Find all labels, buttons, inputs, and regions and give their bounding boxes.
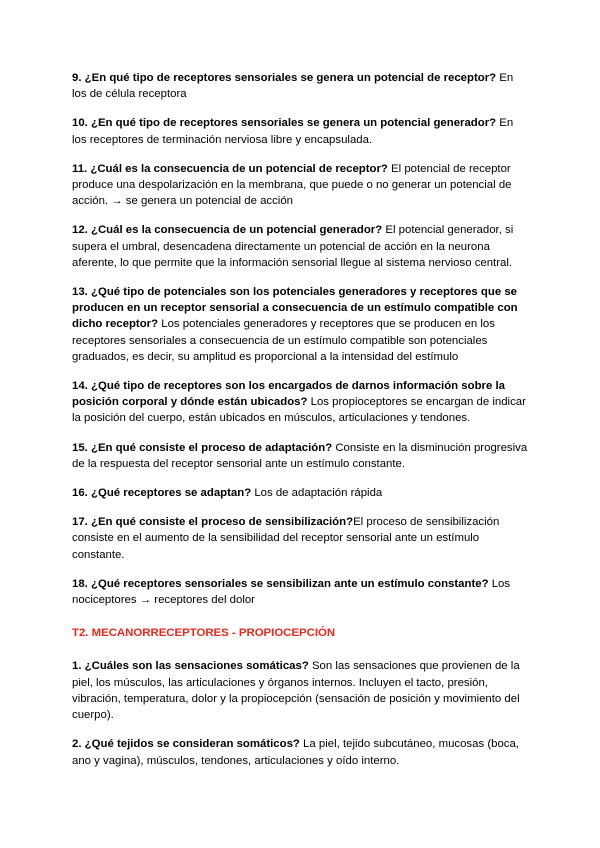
question-text: 15. ¿En qué consiste el proceso de adaptación? [72, 441, 333, 454]
answer-text: Los propioceptores se encargan de indicar la posición del cuerpo, están ubicados en músculos, articulaciones y tendones. [72, 396, 526, 425]
answer-text: Los de adaptación rápida [251, 487, 383, 500]
answer-text: El potencial de receptor produce una despolarización en la membrana, que puede o no generar un potencial de acción. → se genera un potencial de acción [72, 162, 512, 208]
answer-text: Los potenciales generadores y receptores que se producen en los receptores sensoriales a consecuencia de un estímulo compatible son potenciales graduados, es decir, su amplitud es proporcional a la intensidad del estímulo [72, 318, 495, 363]
answer-text: En los receptores de terminación nerviosa libre y encapsulada. [72, 117, 514, 146]
qa-item [72, 514, 528, 563]
section-question-list [72, 658, 528, 768]
answer-text: Los nociceptores → receptores del dolor [72, 577, 511, 607]
question-text: 9. ¿En qué tipo de receptores sensoriales se genera un potencial de receptor? [72, 72, 497, 84]
question-text: 1. ¿Cuáles son las sensaciones somáticas? [72, 660, 309, 673]
qa-item [72, 161, 528, 210]
qa-item [72, 485, 528, 501]
answer-text: La piel, tejido subcutáneo, mucosas (boca, ano y vagina), músculos, tendones, articulaciones y oído interno. [72, 738, 519, 767]
qa-item [72, 115, 528, 147]
qa-item [72, 222, 528, 271]
qa-item [72, 658, 528, 723]
question-text: 11. ¿Cuál es la consecuencia de un potencial de receptor? [72, 162, 388, 175]
question-text: 16. ¿Qué receptores se adaptan? [72, 487, 252, 500]
qa-item [72, 378, 528, 427]
answer-text: Son las sensaciones que provienen de la piel, los músculos, las articulaciones y órganos internos. Incluyen el tacto, presión, vibración, temperatura, dolor y la propiocepción (sensación de posición y movimiento del cuerpo). [72, 660, 520, 722]
question-text: 13. ¿Qué tipo de potenciales son los potenciales generadores y receptores que se producen en un receptor sensorial a consecuencia de un estímulo compatible con dicho receptor? [72, 286, 518, 331]
qa-item [72, 440, 528, 472]
answer-text: El potencial generador, si supera el umbral, desencadena directamente un potencial de acción en la neurona aferente, lo que permite que la información sensorial llegue al sistema nervioso central. [72, 224, 514, 269]
question-list [72, 70, 528, 608]
qa-item [72, 736, 528, 768]
qa-item [72, 576, 528, 608]
question-text: 17. ¿En qué consiste el proceso de sensibilización? [72, 516, 354, 529]
answer-text: En los de célula receptora [72, 72, 514, 101]
section-title: T2. MECANORRECEPTORES - PROPIOCEPCIÓN [72, 627, 336, 640]
qa-item [72, 70, 528, 102]
question-text: 14. ¿Qué tipo de receptores son los encargados de darnos información sobre la posición corporal y dónde están ubicados? [72, 380, 505, 409]
question-text: 18. ¿Qué receptores sensoriales se sensibilizan ante un estímulo constante? [72, 577, 489, 590]
document-page [72, 70, 528, 782]
answer-text: El proceso de sensibilización consiste en el aumento de la sensibilidad del receptor sensorial ante un estímulo constante. [72, 516, 500, 561]
answer-text: Consiste en la disminución progresiva de la respuesta del receptor sensorial ante un estímulo constante. [72, 441, 528, 470]
question-text: 2. ¿Qué tejidos se consideran somáticos? [72, 738, 300, 751]
question-text: 10. ¿En qué tipo de receptores sensoriales se genera un potencial generador? [72, 117, 497, 130]
qa-item [72, 284, 528, 365]
question-text: 12. ¿Cuál es la consecuencia de un potencial generador? [72, 224, 383, 237]
